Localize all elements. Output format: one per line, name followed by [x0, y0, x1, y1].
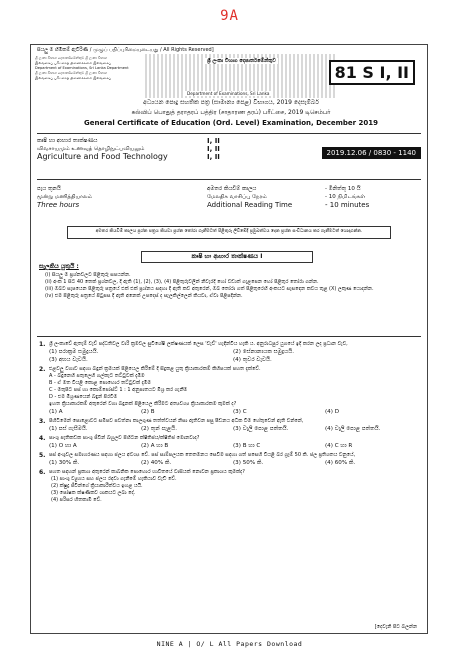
option: (2) 40% කි.: [141, 460, 172, 466]
exam-title-sinhala: අධ්‍යයන පොදු සහතික පත්‍ර (සාමාන්‍ය පෙළ) විභාගය, 2019 දෙසැම්බර්: [143, 99, 319, 106]
option: (3) C: [233, 409, 247, 415]
question-number: 6.: [39, 469, 46, 476]
question-3: [39, 418, 417, 433]
question-2: [39, 366, 417, 416]
reading-time-value: - 10 நிமிடங்கள்: [325, 194, 366, 200]
instruction-item: (iv) එම පිළිතුරු පත්‍රයේ පිටුපස දී ඇති අනෙක් උපදෙස් ද සැලකිල්ලෙන් කියවා, ඒවා පිළිපදින්න.: [45, 292, 243, 299]
instructions: [39, 263, 417, 300]
option: (1) A: [49, 409, 63, 415]
paper-code: 81 S I, II: [329, 60, 415, 85]
divider: [37, 336, 421, 337]
option: (1) 30% කි.: [49, 460, 80, 466]
instructions-heading: සැලකිය යුතුයි :: [39, 263, 79, 270]
statement-item: C - මතුපිට පස් හා කොම්පෝස්ට් 1 : 1 අනුපාතයට මිශ්‍ර කර ගැනීම: [49, 387, 188, 393]
reading-time-english: [207, 201, 417, 209]
exam-date-time: 2019.12.06 / 0830 - 1140: [322, 147, 422, 159]
exam-title-tamil: கல்விப் பொதுத் தராதரப் பத்திர (சாதாரண தரப்) பரீட்சை, 2019 டிசெம்பர்: [131, 109, 331, 116]
stamp-line: ශ්‍රී ලංකා විභාග දෙපාර්තමේන්තුව ශ්‍රී ලංකා විභාග: [35, 71, 108, 75]
option: (4) පරිසර හිතකාමී වේ.: [51, 497, 102, 503]
option: (1) පරාක්‍රම සමුද්‍රයයි.: [49, 349, 99, 355]
duration-sinhala: පැය තුනයි: [37, 186, 61, 192]
stamp-watermark: [145, 54, 335, 98]
question-text: පස් අංශුවල සමාහරණය සඳහා ජලය අවශ්‍ය වේ. පස් සාම්පලයක තෙතමනය සෙවීම සඳහා ගත් පසෙහි වියළි බර ග්‍රෑම් 50 කි. ජල ප්‍රතිශතය වනුයේ,: [49, 452, 356, 458]
continue-note: [දෙවැනි පිට බලන්න: [374, 624, 417, 630]
duration-english: Three hours: [37, 201, 80, 209]
question-text: පිහිටීමෙන් පොළොවට සමීපව පවත්නා කාලගුණ තත්ත්වයන් නිසා ඇතිවන පසු පීඩනය අධික වීම හේතුවෙන් ඇති වන්නේ,: [49, 418, 304, 424]
stamp-line: இலங்கைப் பரீட்சைத் திணைக்களம் இலங்கைப்: [35, 76, 112, 80]
question-options: [49, 356, 417, 364]
statement-item: A - බඳුනෙහි පතුලෙහි ගල්කැට තට්ටුවක් දැමීම: [49, 373, 145, 379]
question-text: පහත සඳහන් ප්‍රකාශ අතුරෙන් කාබනික පොහොර භාවිතයේ වාසියක් නොවන ප්‍රකාශය කුමක්ද?: [49, 469, 245, 475]
stamp-line: Department of Examinations, Sri Lanka Department: [35, 66, 129, 70]
question-options: [49, 425, 417, 433]
divider: [37, 133, 421, 134]
option: (3) B හා C: [233, 443, 261, 449]
stamp-department: ශ්‍රී ලංකා විභාග දෙපාර්තමේන්තුව: [207, 58, 276, 64]
copyright-notice: සියලු ම හිමිකම් ඇවිරිණි / முழுப் பதிப்புரிமையுடையது / All Rights Reserved]: [37, 47, 214, 53]
option: (3) 50% කි.: [233, 460, 264, 466]
exam-paper-sheet: [30, 44, 428, 634]
question-options: [49, 459, 417, 467]
question-text: ශ්‍රී ලංකාවේ ඇතැම් වැව් පද්ධතිවල වාරි ක්‍රමවල සුවිශේෂී ලක්ෂණයක් ලෙස 'වැව්' හැඳින්විය හැකි ය. අනුරාධපුර යුගයේ ඉදි කරන ලද ප්‍රධාන වැව,: [49, 341, 348, 347]
paper-number: I, II: [207, 145, 220, 153]
question-options: [49, 442, 417, 450]
question-number: 2.: [39, 366, 46, 373]
option: (2) තුන් පැළයි.: [141, 426, 177, 432]
reading-time-label: Additional Reading Time: [207, 201, 293, 209]
reading-notice: අමතර කියවීම් කාලය ප්‍රශ්න පත්‍රය කියවා ප්‍රශ්න තෝරා ගැනීමටත් පිළිතුරු ලිවීමේදී ප්‍රමුඛත්වය දෙන ප්‍රශ්න සංවිධානය කර ගැනීමටත් යොදාගන්න.: [67, 226, 391, 239]
question-options: [49, 348, 417, 356]
stamp-text-lines: [35, 56, 155, 81]
question-number: 5.: [39, 452, 46, 459]
duration-tamil: மூன்று மணித்தியாலம்: [37, 194, 93, 200]
question-number: 3.: [39, 418, 46, 425]
question-5: [39, 452, 417, 467]
question-list: [39, 341, 417, 506]
question-1: [39, 341, 417, 364]
download-footer: NINE A | O/ L All Papers Download: [156, 640, 303, 648]
option: (3) පෝෂක ක්ෂණිකව ශාකයට ලබා දේ.: [51, 490, 136, 496]
option: (4) වැලි පොළ පත්තයි.: [325, 426, 381, 432]
option: (1) O හා A: [49, 443, 77, 449]
stamp-line: ශ්‍රී ලංකා විභාග දෙපාර්තමේන්තුව ශ්‍රී ලංකා විභාග: [35, 56, 108, 60]
paper-number: I, II: [207, 153, 220, 161]
page-label: 9A: [220, 8, 239, 24]
reading-time-value: - 10 minutes: [325, 201, 370, 209]
subject-sinhala: කෘෂි හා ආහාර තාක්ෂණය: [37, 138, 98, 144]
option: (2) B: [141, 409, 155, 415]
subject-labels: [37, 137, 307, 161]
reading-time: [207, 185, 417, 209]
option: (4) 60% කි.: [325, 460, 356, 466]
stamp-department-en: Department of Examinations, Sri Lanka: [187, 91, 270, 96]
reading-time-sinhala: [207, 185, 417, 193]
instruction-item: (ii) අංක 1 සිට 40 තෙක් ප්‍රශ්නවල, දී ඇති (1), (2), (3), (4) පිළිතුරුවලින් නිවැරදි හෝ වඩාත් ගැළපෙන හෝ පිළිතුර තෝරා ගන්න.: [45, 279, 319, 285]
reading-time-label: අමතර කියවීම් කාලය: [207, 186, 257, 192]
option: (1) පාංශු ව්‍යුහය සහ ජලය රඳවා ගැනීමේ හැකියාව වැඩි වේ.: [51, 476, 177, 482]
option: (4) D: [325, 409, 340, 415]
instruction-item: (iii) ඔබට සැපයෙන පිළිතුරු පත්‍රයේ එක් එක් ප්‍රශ්නය සඳහා දී ඇති කව අතුරෙන්, ඔබ තෝරා ගත් පිළිතුරෙහි අංකයට සැසඳෙන කවය තුළ (X) ලකුණ යොදන්න.: [45, 285, 374, 292]
question-4: [39, 435, 417, 450]
stamp-line: இலங்கைப் பரீட்சைத் திணைக்களம் இலங்கைப்: [35, 61, 112, 65]
question-options: [49, 408, 417, 416]
exam-title-english: General Certificate of Education (Ord. Level) Examination, December 2019: [83, 119, 379, 127]
question-text: පාංශු පැතිකඩක පාංශු ජීවීන් බහුලව පිහිටන ක්ෂිතිජය/ක්ෂිතිජ මොනවාද?: [49, 435, 200, 441]
subject-english: Agriculture and Food Technology: [37, 152, 168, 161]
exam-title-block: [61, 99, 401, 127]
reading-time-tamil: [207, 193, 417, 201]
question-number: 4.: [39, 435, 46, 442]
reading-time-value: - මිනිත්තු 10 යි: [325, 186, 361, 192]
subject-block: [37, 137, 421, 175]
question-6: [39, 469, 417, 504]
department-stamp: [35, 54, 423, 98]
duration-labels: [37, 185, 92, 209]
question-tail: ඉහත ක්‍රියාකාරකම් අතුරෙන් වගා බඳුනක් පිළියෙල කිරීමට අත්‍යවශ්‍ය ක්‍රියාකාරකම කුමක් ද?: [49, 401, 237, 407]
statement-item: B - ඒ මත වියළි කොළ පොහොර තට්ටුවක් දැමීම: [49, 380, 152, 386]
subject-tamil: விவசாயமும் உணவுத் தொழிநுட்பவியலும்: [37, 146, 145, 152]
part-title: කෘෂි හා ආහාර තාක්ෂණය I: [141, 251, 313, 263]
option: (1) පස් ගැසීමයි.: [49, 426, 88, 432]
option: (4) C හා R: [325, 443, 353, 449]
question-number: 1.: [39, 341, 46, 348]
option: (3) වැලි පොළ පත්තයි.: [233, 426, 289, 432]
statement-item: D - එම මිශ්‍රණයෙන් බඳුන් පිරවීම: [49, 394, 118, 400]
divider: [37, 179, 421, 180]
option: (2) ක්ෂුද්‍ර ජීවීන්ගේ ක්‍රියාකාරීත්වය ඉහළ යයි.: [51, 483, 143, 489]
paper-number: I, II: [207, 137, 220, 145]
option: (2) සේනානායක සමුද්‍රයයි.: [233, 349, 294, 355]
reading-time-label: மேலதிக வாசிப்பு நேரம்: [207, 194, 267, 200]
instruction-item: (i) සියලු ම ප්‍රශ්නවලට පිළිතුරු සපයන්න.: [45, 272, 131, 278]
question-text: එළවලු වගාව සඳහා බඳුන් ක්‍රමයක් පිළියෙල කිරීමේ දී සිදුකළ යුතු ක්‍රියාකාරකම් කිහිපයක් පහත දැක්වේ.: [49, 366, 261, 372]
option: (4) තුවර වැවයි.: [233, 357, 272, 363]
option: (2) A හා B: [141, 443, 169, 449]
time-block: [37, 185, 421, 221]
option: (3) අභය වැවයි.: [49, 357, 88, 363]
